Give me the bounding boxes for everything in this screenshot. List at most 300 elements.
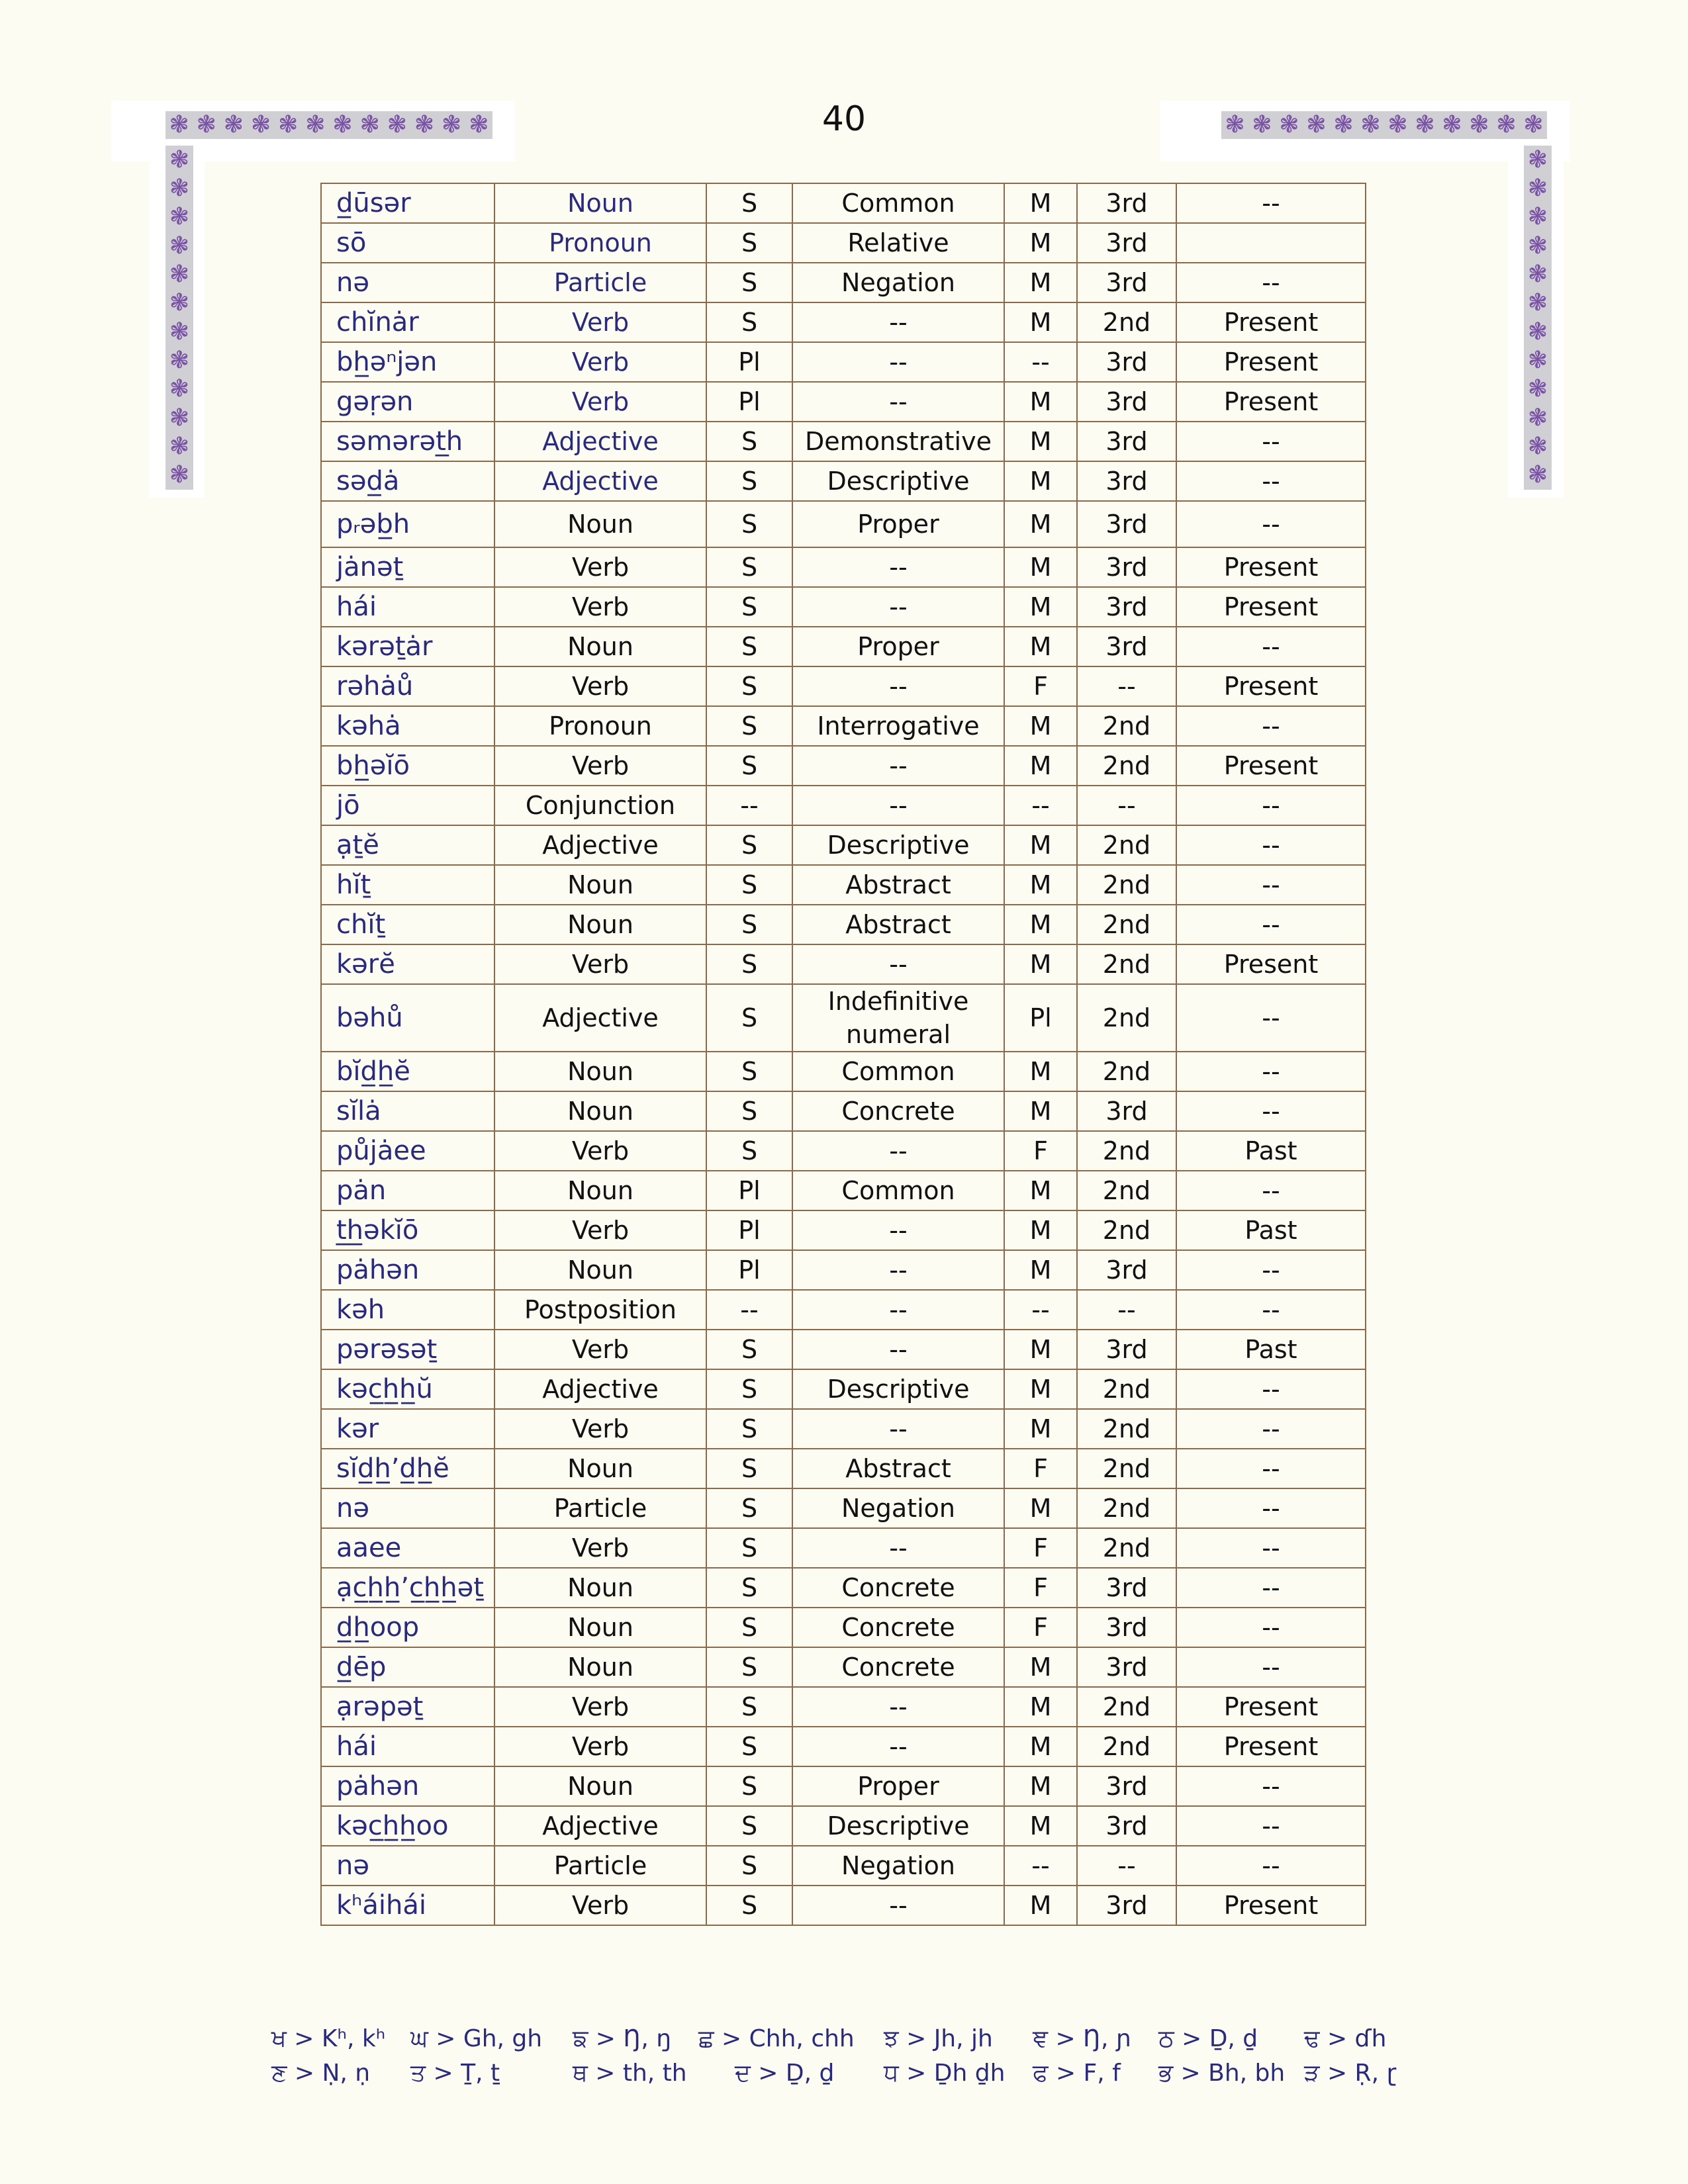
category-cell: Demonstrative — [792, 422, 1004, 461]
flower-ornament-icon: ❃ — [196, 111, 216, 138]
word-cell: hĭṯ — [321, 865, 494, 905]
number-cell: S — [706, 666, 792, 706]
category-cell: Descriptive — [792, 461, 1004, 501]
person-cell: 2nd — [1077, 825, 1176, 865]
tense-cell: -- — [1176, 786, 1366, 825]
tense-cell: -- — [1176, 183, 1366, 223]
legend-item: ਦ > Ḏ, ḏ — [735, 2060, 835, 2087]
number-cell: Pl — [706, 1250, 792, 1290]
gender-cell: M — [1004, 746, 1077, 786]
flower-ornament-icon: ❃ — [169, 174, 190, 202]
pos-cell: Adjective — [494, 1369, 706, 1409]
gender-cell: M — [1004, 1727, 1077, 1766]
gender-cell: F — [1004, 1608, 1077, 1647]
number-cell: S — [706, 1052, 792, 1091]
word-cell: t̲h̲əkĭō — [321, 1210, 494, 1250]
pos-cell: Verb — [494, 302, 706, 342]
person-cell: 3rd — [1077, 1250, 1176, 1290]
gender-cell: M — [1004, 1052, 1077, 1091]
table-row — [321, 1052, 1366, 1091]
grammar-table — [320, 183, 1366, 1926]
category-cell: -- — [792, 587, 1004, 627]
word-cell: sĭd̲h̲’d̲h̲ĕ — [321, 1449, 494, 1488]
number-cell: S — [706, 1806, 792, 1846]
number-cell: S — [706, 1568, 792, 1608]
number-cell: Pl — [706, 1171, 792, 1210]
table-row — [321, 1687, 1366, 1727]
gender-cell: M — [1004, 1766, 1077, 1806]
flower-ornament-icon: ❃ — [169, 203, 190, 231]
gender-cell: -- — [1004, 1846, 1077, 1886]
word-cell: kər — [321, 1409, 494, 1449]
number-cell: S — [706, 1608, 792, 1647]
pos-cell: Verb — [494, 1727, 706, 1766]
word-cell: kəh — [321, 1290, 494, 1330]
number-cell: S — [706, 223, 792, 263]
category-cell: Negation — [792, 1488, 1004, 1528]
flower-ornament-icon: ❃ — [1527, 375, 1548, 403]
flower-ornament-icon: ❃ — [1360, 111, 1381, 138]
flower-ornament-icon: ❃ — [1527, 232, 1548, 259]
tense-cell: Present — [1176, 382, 1366, 422]
flower-ornament-icon: ❃ — [1527, 174, 1548, 202]
legend-item: ੜ > Ṛ, ɽ — [1304, 2060, 1397, 2087]
category-cell: -- — [792, 1290, 1004, 1330]
person-cell: -- — [1077, 666, 1176, 706]
table-row — [321, 786, 1366, 825]
word-cell: pȧn — [321, 1171, 494, 1210]
pos-cell: Verb — [494, 666, 706, 706]
tense-cell: -- — [1176, 1250, 1366, 1290]
person-cell: 2nd — [1077, 706, 1176, 746]
number-cell: S — [706, 547, 792, 587]
number-cell: S — [706, 263, 792, 302]
word-cell: pərəsəṯ — [321, 1330, 494, 1369]
flower-ornament-icon: ❃ — [305, 111, 326, 138]
person-cell: 2nd — [1077, 1687, 1176, 1727]
word-cell: půjȧee — [321, 1131, 494, 1171]
flower-ornament-icon: ❃ — [169, 318, 190, 345]
flower-ornament-icon: ❃ — [1527, 146, 1548, 173]
pos-cell: Verb — [494, 1409, 706, 1449]
legend-item: ਖ > Kʰ, kʰ — [271, 2025, 386, 2052]
legend-item: ਧ > Ḏh ḏh — [884, 2060, 1006, 2087]
flower-ornament-icon: ❃ — [1306, 111, 1327, 138]
word-cell: nə — [321, 1846, 494, 1886]
tense-cell: Present — [1176, 342, 1366, 382]
flower-ornament-icon: ❃ — [1496, 111, 1517, 138]
word-cell: nə — [321, 263, 494, 302]
word-cell: d̲h̲oop — [321, 1608, 494, 1647]
category-cell: Abstract — [792, 905, 1004, 944]
pos-cell: Verb — [494, 587, 706, 627]
ornament-border-right — [1524, 146, 1552, 490]
pos-cell: Adjective — [494, 825, 706, 865]
tense-cell: -- — [1176, 461, 1366, 501]
table-row — [321, 1091, 1366, 1131]
pos-cell: Noun — [494, 1766, 706, 1806]
flower-ornament-icon: ❃ — [169, 375, 190, 403]
tense-cell: -- — [1176, 1290, 1366, 1330]
person-cell: 3rd — [1077, 382, 1176, 422]
table-row — [321, 1369, 1366, 1409]
flower-ornament-icon: ❃ — [169, 289, 190, 317]
transliteration-legend — [271, 2025, 1463, 2094]
person-cell: 2nd — [1077, 1488, 1176, 1528]
legend-row-1 — [271, 2025, 1463, 2060]
number-cell: S — [706, 1727, 792, 1766]
pos-cell: Verb — [494, 1330, 706, 1369]
legend-item: ਭ > Bh, bh — [1158, 2060, 1286, 2087]
pos-cell: Noun — [494, 1449, 706, 1488]
tense-cell: -- — [1176, 1647, 1366, 1687]
number-cell: Pl — [706, 342, 792, 382]
category-cell: Proper — [792, 1766, 1004, 1806]
tense-cell: Present — [1176, 1886, 1366, 1925]
gender-cell: M — [1004, 1647, 1077, 1687]
word-cell: pᵣəb̲h — [321, 501, 494, 547]
table-row — [321, 1290, 1366, 1330]
category-cell: -- — [792, 1330, 1004, 1369]
category-cell: Common — [792, 1171, 1004, 1210]
person-cell: 3rd — [1077, 547, 1176, 587]
flower-ornament-icon: ❃ — [169, 232, 190, 259]
table-row — [321, 944, 1366, 984]
tense-cell: Present — [1176, 302, 1366, 342]
legend-item: ਤ > Ṯ, ṯ — [410, 2060, 500, 2087]
number-cell: Pl — [706, 382, 792, 422]
word-cell: d̲ūsər — [321, 183, 494, 223]
flower-ornament-icon: ❃ — [169, 111, 189, 138]
legend-item: ਛ > Chh, chh — [698, 2025, 855, 2052]
word-cell: pȧhən — [321, 1250, 494, 1290]
category-cell: -- — [792, 1528, 1004, 1568]
number-cell: S — [706, 422, 792, 461]
word-cell: chĭnȧr — [321, 302, 494, 342]
table-row — [321, 587, 1366, 627]
table-row — [321, 1608, 1366, 1647]
gender-cell: M — [1004, 263, 1077, 302]
word-cell: chĭṯ — [321, 905, 494, 944]
person-cell: 2nd — [1077, 1727, 1176, 1766]
table-row — [321, 825, 1366, 865]
pos-cell: Adjective — [494, 984, 706, 1052]
number-cell: S — [706, 1409, 792, 1449]
word-cell: kərĕ — [321, 944, 494, 984]
category-cell: Proper — [792, 627, 1004, 666]
pos-cell: Particle — [494, 1488, 706, 1528]
legend-row-2 — [271, 2060, 1463, 2094]
flower-ornament-icon: ❃ — [169, 432, 190, 460]
tense-cell: -- — [1176, 905, 1366, 944]
flower-ornament-icon: ❃ — [1527, 203, 1548, 231]
person-cell: 2nd — [1077, 865, 1176, 905]
word-cell: kəc̲h̲h̲ŭ — [321, 1369, 494, 1409]
word-cell: gəṛən — [321, 382, 494, 422]
pos-cell: Verb — [494, 382, 706, 422]
person-cell: 2nd — [1077, 1052, 1176, 1091]
tense-cell: -- — [1176, 1052, 1366, 1091]
table-row — [321, 263, 1366, 302]
pos-cell: Verb — [494, 1528, 706, 1568]
gender-cell: M — [1004, 1091, 1077, 1131]
legend-item: ਢ > ɗh — [1304, 2025, 1387, 2052]
word-cell: kəhȧ — [321, 706, 494, 746]
person-cell: 3rd — [1077, 223, 1176, 263]
number-cell: S — [706, 1369, 792, 1409]
category-cell: -- — [792, 786, 1004, 825]
number-cell: Pl — [706, 1210, 792, 1250]
number-cell: S — [706, 1886, 792, 1925]
category-cell: -- — [792, 944, 1004, 984]
person-cell: 2nd — [1077, 1409, 1176, 1449]
tense-cell: Present — [1176, 944, 1366, 984]
legend-item: ਫ > F, f — [1033, 2060, 1121, 2087]
number-cell: S — [706, 944, 792, 984]
tense-cell: Present — [1176, 1687, 1366, 1727]
category-cell: -- — [792, 302, 1004, 342]
pos-cell: Noun — [494, 865, 706, 905]
flower-ornament-icon: ❃ — [1387, 111, 1408, 138]
pos-cell: Noun — [494, 1250, 706, 1290]
word-cell: bĭd̲h̲ĕ — [321, 1052, 494, 1091]
tense-cell: Present — [1176, 1727, 1366, 1766]
gender-cell: Pl — [1004, 984, 1077, 1052]
flower-ornament-icon: ❃ — [1225, 111, 1245, 138]
number-cell: S — [706, 1131, 792, 1171]
legend-item: ਠ > Ḏ, ḏ — [1158, 2025, 1258, 2052]
category-cell: Concrete — [792, 1647, 1004, 1687]
word-cell: səd̲ȧ — [321, 461, 494, 501]
person-cell: -- — [1077, 1290, 1176, 1330]
category-cell: -- — [792, 1250, 1004, 1290]
flower-ornament-icon: ❃ — [1415, 111, 1435, 138]
page-number: 40 — [821, 99, 867, 139]
word-cell: bh̲əĭō — [321, 746, 494, 786]
person-cell: 2nd — [1077, 1369, 1176, 1409]
number-cell: S — [706, 627, 792, 666]
category-cell: -- — [792, 342, 1004, 382]
gender-cell: M — [1004, 223, 1077, 263]
number-cell: S — [706, 587, 792, 627]
number-cell: S — [706, 825, 792, 865]
gender-cell: M — [1004, 1409, 1077, 1449]
gender-cell: M — [1004, 302, 1077, 342]
gender-cell: -- — [1004, 786, 1077, 825]
category-cell: -- — [792, 1131, 1004, 1171]
flower-ornament-icon: ❃ — [169, 260, 190, 288]
person-cell: 3rd — [1077, 263, 1176, 302]
table-row — [321, 1766, 1366, 1806]
flower-ornament-icon: ❃ — [387, 111, 407, 138]
pos-cell: Verb — [494, 1210, 706, 1250]
person-cell: 3rd — [1077, 1806, 1176, 1846]
tense-cell: Present — [1176, 746, 1366, 786]
table-row — [321, 1131, 1366, 1171]
number-cell: S — [706, 1091, 792, 1131]
flower-ornament-icon: ❃ — [1279, 111, 1299, 138]
person-cell: 2nd — [1077, 302, 1176, 342]
number-cell: -- — [706, 1290, 792, 1330]
word-cell: d̲ēp — [321, 1647, 494, 1687]
pos-cell: Conjunction — [494, 786, 706, 825]
category-cell: Interrogative — [792, 706, 1004, 746]
table-row — [321, 1647, 1366, 1687]
table-row — [321, 746, 1366, 786]
flower-ornament-icon: ❃ — [250, 111, 271, 138]
gender-cell: F — [1004, 1449, 1077, 1488]
word-cell: hái — [321, 1727, 494, 1766]
person-cell: 3rd — [1077, 627, 1176, 666]
word-cell: pȧhən — [321, 1766, 494, 1806]
table-row — [321, 1171, 1366, 1210]
table-row — [321, 302, 1366, 342]
table-row — [321, 501, 1366, 547]
flower-ornament-icon: ❃ — [1527, 289, 1548, 317]
pos-cell: Noun — [494, 1052, 706, 1091]
pos-cell: Adjective — [494, 461, 706, 501]
gender-cell: M — [1004, 1687, 1077, 1727]
person-cell: 3rd — [1077, 1608, 1176, 1647]
gender-cell: -- — [1004, 342, 1077, 382]
category-cell: Concrete — [792, 1091, 1004, 1131]
table-row — [321, 865, 1366, 905]
ornament-border-left — [165, 146, 193, 490]
category-cell: -- — [792, 1727, 1004, 1766]
table-row — [321, 1846, 1366, 1886]
flower-ornament-icon: ❃ — [1333, 111, 1354, 138]
number-cell: S — [706, 1449, 792, 1488]
tense-cell: -- — [1176, 1488, 1366, 1528]
person-cell: 2nd — [1077, 1210, 1176, 1250]
tense-cell: -- — [1176, 1806, 1366, 1846]
category-cell: -- — [792, 666, 1004, 706]
pos-cell: Verb — [494, 1687, 706, 1727]
table-row — [321, 382, 1366, 422]
table-row — [321, 1250, 1366, 1290]
word-cell: ạṯĕ — [321, 825, 494, 865]
gender-cell: M — [1004, 1250, 1077, 1290]
pos-cell: Adjective — [494, 422, 706, 461]
gender-cell: F — [1004, 1528, 1077, 1568]
flower-ornament-icon: ❃ — [223, 111, 244, 138]
pos-cell: Noun — [494, 1171, 706, 1210]
gender-cell: F — [1004, 1131, 1077, 1171]
category-cell: Descriptive — [792, 1369, 1004, 1409]
category-cell: Negation — [792, 263, 1004, 302]
word-cell: jȧnəṯ — [321, 547, 494, 587]
gender-cell: M — [1004, 944, 1077, 984]
category-cell: -- — [792, 1687, 1004, 1727]
person-cell: 2nd — [1077, 1131, 1176, 1171]
category-cell: Indefinitive numeral — [792, 984, 1004, 1052]
tense-cell: Past — [1176, 1330, 1366, 1369]
pos-cell: Noun — [494, 905, 706, 944]
number-cell: S — [706, 865, 792, 905]
tense-cell: -- — [1176, 1846, 1366, 1886]
table-row — [321, 461, 1366, 501]
tense-cell: -- — [1176, 1171, 1366, 1210]
tense-cell: -- — [1176, 1528, 1366, 1568]
person-cell: 2nd — [1077, 1449, 1176, 1488]
pos-cell: Pronoun — [494, 223, 706, 263]
gender-cell: M — [1004, 825, 1077, 865]
category-cell: Concrete — [792, 1608, 1004, 1647]
number-cell: S — [706, 1687, 792, 1727]
person-cell: 3rd — [1077, 1766, 1176, 1806]
number-cell: S — [706, 501, 792, 547]
category-cell: -- — [792, 746, 1004, 786]
pos-cell: Verb — [494, 1131, 706, 1171]
legend-item: ਙ > Ŋ, ŋ — [573, 2025, 672, 2052]
table-row — [321, 1210, 1366, 1250]
gender-cell: M — [1004, 1369, 1077, 1409]
flower-ornament-icon: ❃ — [1527, 346, 1548, 374]
flower-ornament-icon: ❃ — [169, 461, 190, 489]
pos-cell: Verb — [494, 1886, 706, 1925]
person-cell: 2nd — [1077, 944, 1176, 984]
pos-cell: Verb — [494, 342, 706, 382]
pos-cell: Particle — [494, 263, 706, 302]
gender-cell: M — [1004, 706, 1077, 746]
word-cell: sō — [321, 223, 494, 263]
flower-ornament-icon: ❃ — [1527, 461, 1548, 489]
flower-ornament-icon: ❃ — [1527, 318, 1548, 345]
table-row — [321, 627, 1366, 666]
tense-cell: -- — [1176, 1369, 1366, 1409]
category-cell: -- — [792, 1210, 1004, 1250]
legend-item: ਣ > Ṇ, ṇ — [271, 2060, 371, 2087]
pos-cell: Verb — [494, 547, 706, 587]
number-cell: S — [706, 1647, 792, 1687]
table-row — [321, 905, 1366, 944]
gender-cell: M — [1004, 865, 1077, 905]
tense-cell: Past — [1176, 1210, 1366, 1250]
person-cell: 2nd — [1077, 1171, 1176, 1210]
person-cell: 3rd — [1077, 1330, 1176, 1369]
gender-cell: M — [1004, 905, 1077, 944]
flower-ornament-icon: ❃ — [1442, 111, 1462, 138]
table-row — [321, 1488, 1366, 1528]
person-cell: 3rd — [1077, 1647, 1176, 1687]
word-cell: ạrəpəṯ — [321, 1687, 494, 1727]
table-row — [321, 706, 1366, 746]
tense-cell: -- — [1176, 1091, 1366, 1131]
number-cell: S — [706, 461, 792, 501]
word-cell: bəhů — [321, 984, 494, 1052]
number-cell: S — [706, 905, 792, 944]
number-cell: S — [706, 183, 792, 223]
person-cell: 3rd — [1077, 461, 1176, 501]
flower-ornament-icon: ❃ — [169, 146, 190, 173]
table-row — [321, 342, 1366, 382]
flower-ornament-icon: ❃ — [1527, 260, 1548, 288]
tense-cell — [1176, 223, 1366, 263]
gender-cell: M — [1004, 547, 1077, 587]
table-row — [321, 183, 1366, 223]
tense-cell: -- — [1176, 1409, 1366, 1449]
legend-item: ਘ > Gh, gh — [410, 2025, 543, 2052]
word-cell: ạc̲h̲h̲’c̲h̲h̲əṯ — [321, 1568, 494, 1608]
gender-cell: M — [1004, 501, 1077, 547]
pos-cell: Verb — [494, 944, 706, 984]
category-cell: -- — [792, 547, 1004, 587]
person-cell: 3rd — [1077, 1091, 1176, 1131]
tense-cell: -- — [1176, 984, 1366, 1052]
pos-cell: Noun — [494, 1568, 706, 1608]
category-cell: Common — [792, 183, 1004, 223]
person-cell: 2nd — [1077, 984, 1176, 1052]
